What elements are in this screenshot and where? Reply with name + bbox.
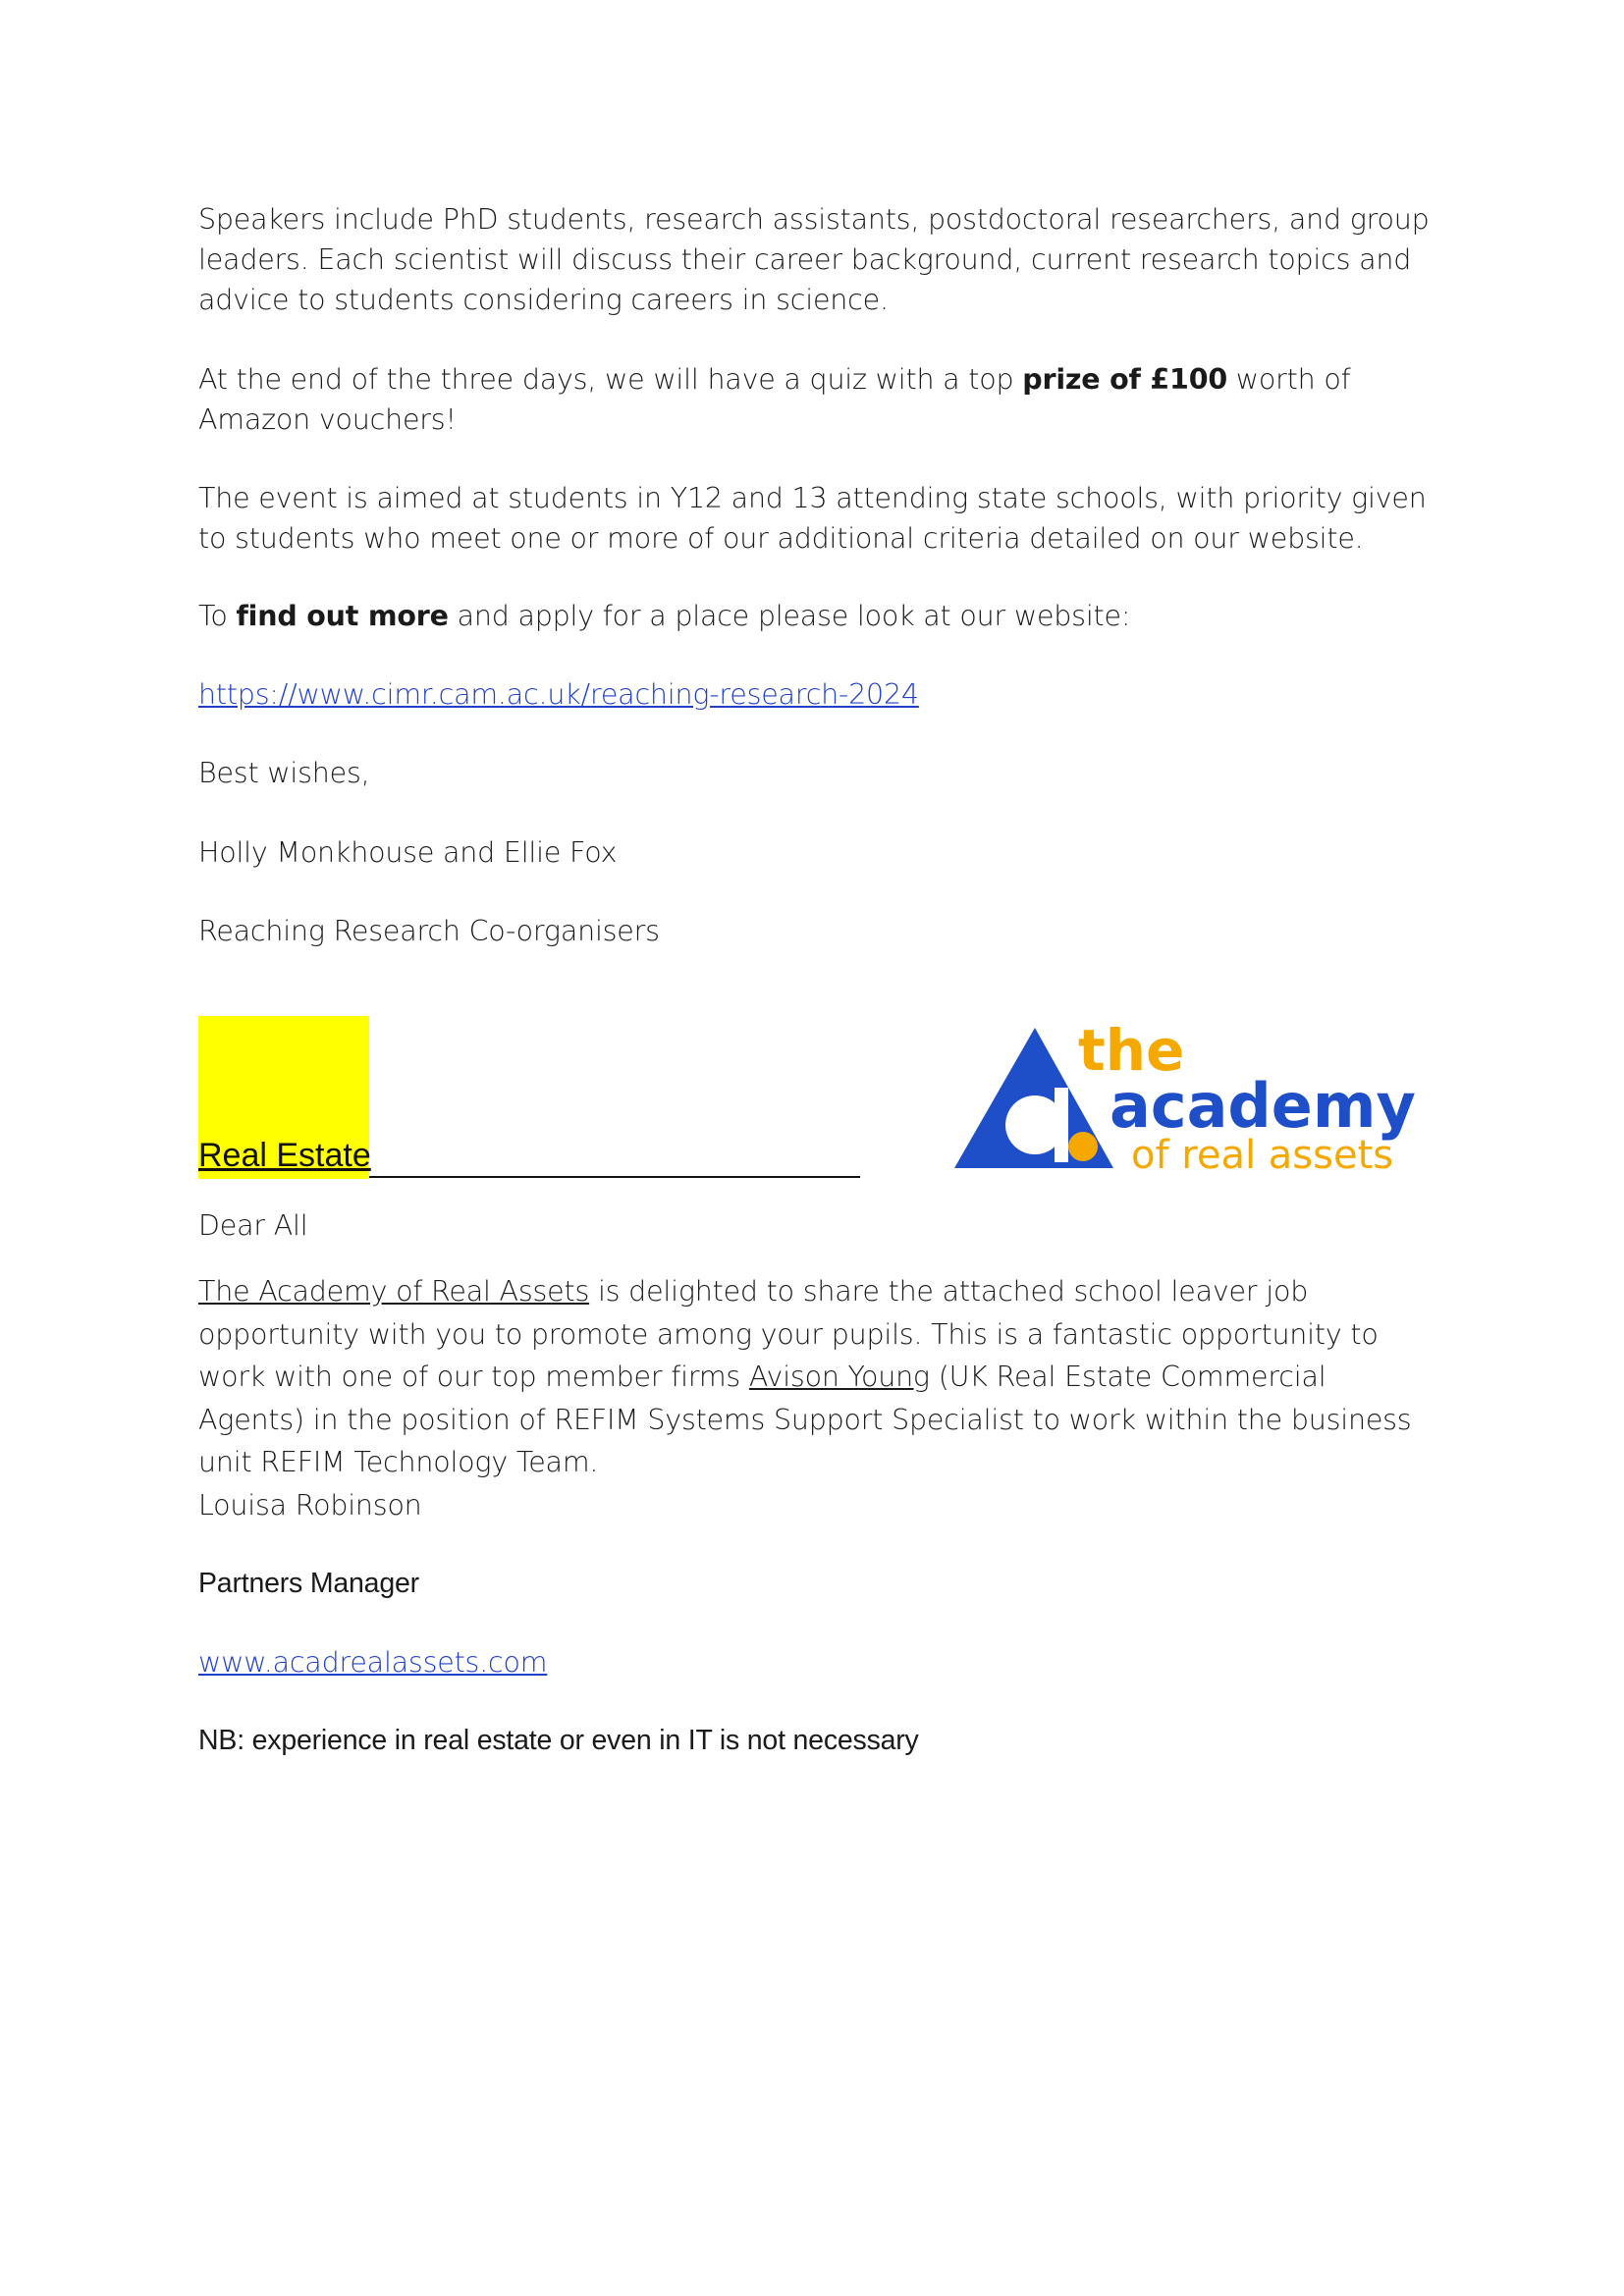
academy-logo bbox=[945, 1011, 1435, 1178]
nb-note: NB: experience in real estate or even in IT is not necessary bbox=[198, 1725, 919, 1756]
greeting: Dear All bbox=[198, 1209, 308, 1242]
logo-word-academy: academy bbox=[1110, 1070, 1416, 1142]
logo-word-sub: of real assets bbox=[1131, 1133, 1394, 1178]
avison-young-link[interactable]: Avison Young bbox=[748, 1361, 930, 1393]
academy-body-part1: is delighted to share the attached school leaver job opportunity with you to promote among your pupils. This is a fantastic opportunity to work with one of our top member firms bbox=[198, 1275, 1379, 1393]
prize-text-prefix: At the end of the three days, we will have a quiz with a top bbox=[198, 363, 1023, 396]
speakers-paragraph: Speakers include PhD students, research assistants, postdoctoral researchers, and group leaders. Each scientist will discuss their career background, current research topics and advice to students considering careers in science. bbox=[198, 203, 1430, 316]
signoff: Best wishes, bbox=[198, 757, 370, 789]
real-estate-heading: Real Estate bbox=[198, 1137, 371, 1174]
find-out-more-bold: find out more bbox=[236, 600, 449, 632]
logo-dot bbox=[1068, 1132, 1098, 1161]
logo-word-the: the bbox=[1078, 1017, 1185, 1084]
prize-amount: prize of £100 bbox=[1022, 363, 1227, 396]
cimr-link-line bbox=[198, 674, 1435, 715]
eligibility-paragraph: The event is aimed at students in Y12 and 13 attending state schools, with priority given to students who meet one or more of our additional criteria detailed on our website. bbox=[198, 482, 1427, 555]
find-out-prefix: To bbox=[198, 600, 237, 632]
contact-name: Louisa Robinson bbox=[198, 1489, 422, 1522]
academy-link[interactable]: The Academy of Real Assets bbox=[198, 1275, 590, 1308]
organiser-names: Holly Monkhouse and Ellie Fox bbox=[198, 836, 618, 869]
cimr-link[interactable]: https://www.cimr.cam.ac.uk/reaching-research-2024 bbox=[198, 678, 919, 711]
academy-paragraph bbox=[198, 1270, 1435, 1484]
find-out-suffix: and apply for a place please look at our website: bbox=[448, 600, 1131, 632]
prize-text-suffix: worth of Amazon vouchers! bbox=[198, 363, 1351, 436]
academy-body-part2: (UK Real Estate Commercial Agents) in the position of REFIM Systems Support Specialist to work within the business unit REFIM Technology Team. bbox=[198, 1361, 1412, 1478]
prize-paragraph bbox=[198, 359, 1435, 440]
heading-underline-rule bbox=[369, 1176, 860, 1178]
organiser-role: Reaching Research Co-organisers bbox=[198, 915, 660, 947]
website-line bbox=[198, 1642, 1435, 1682]
find-out-more-paragraph bbox=[198, 596, 1435, 636]
contact-title: Partners Manager bbox=[198, 1568, 419, 1599]
logo-a-stem bbox=[1055, 1088, 1068, 1162]
website-link[interactable]: www.acadrealassets.com bbox=[198, 1646, 548, 1679]
